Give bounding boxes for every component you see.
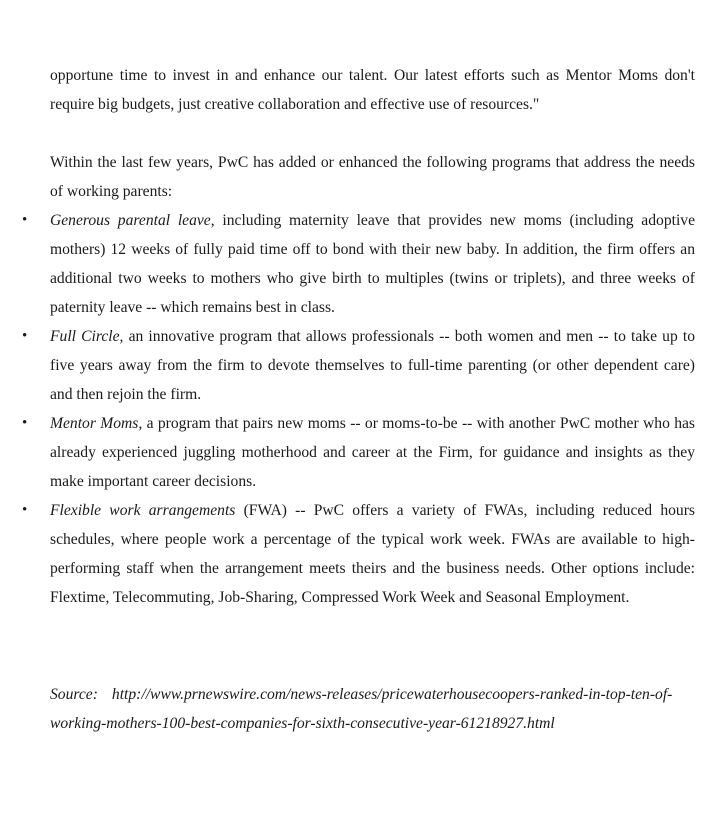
program-item-flexible-work (0, 496, 695, 612)
intro-paragraph: Within the last few years, PwC has added or enhanced the following programs that address the needs of working parents: (50, 154, 695, 200)
program-item-parental-leave (0, 206, 695, 322)
program-name: Full Circle, (50, 328, 124, 345)
program-name: Flexible work arrangements (50, 502, 236, 519)
program-item-mentor-moms (0, 409, 695, 496)
source-citation (50, 680, 698, 738)
program-description: including maternity leave that provides new moms (including adoptive mothers) 12 weeks of fully paid time off to bond with their new baby. In addition, the firm offers an additional two weeks to mothers who give birth to multiples (twins or triplets), and three weeks of paternity leave -- which remains best in class. (50, 212, 696, 316)
program-description: an innovative program that allows professionals -- both women and men -- to take up to five years away from the firm to devote themselves to full-time parenting (or other dependent care) and then rejoin the firm. (50, 328, 696, 403)
bullet-icon: • (22, 328, 28, 344)
program-description: (FWA) -- PwC offers a variety of FWAs, including reduced hours schedules, where people work a percentage of the typical work week. FWAs are available to high-performing staff when the arrangement meets theirs and the business needs. Other options include: Flextime, Telecommuting, Job-Sharing, Compressed Work Week and Seasonal Employment. (50, 502, 695, 606)
bullet-icon: • (22, 212, 28, 228)
source-link[interactable]: http://www.prnewswire.com/news-releases/pricewaterhousecoopers-ranked-in-top-ten-of-working-mothers-100-best-companies-for-sixth-consecutive-year-61218927.html (50, 686, 673, 732)
program-item-full-circle (0, 322, 695, 409)
program-name: Generous parental leave, (50, 212, 215, 229)
program-name: Mentor Moms, (50, 415, 143, 432)
continuation-paragraph: opportune time to invest in and enhance our talent. Our latest efforts such as Mentor Moms don't require big budgets, just creative collaboration and effective use of resources." (50, 67, 695, 113)
program-description: a program that pairs new moms -- or moms-to-be -- with another PwC mother who has already experienced juggling motherhood and career at the Firm, for guidance and insights as they make important career decisions. (50, 415, 695, 490)
bullet-icon: • (22, 415, 28, 431)
source-label: Source: (50, 686, 98, 703)
program-list (0, 206, 720, 612)
bullet-icon: • (22, 502, 28, 518)
